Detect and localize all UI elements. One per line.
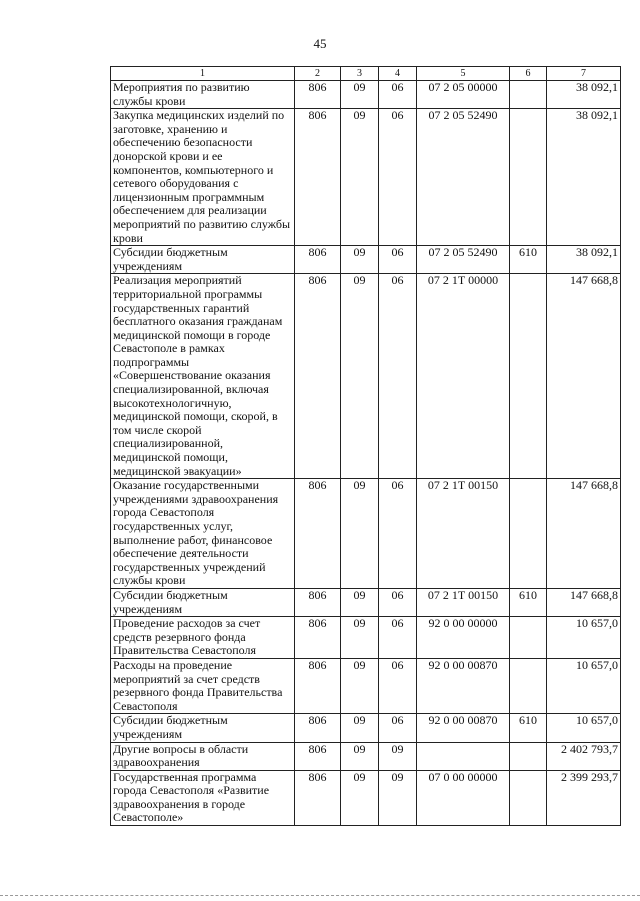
amount-cell: 147 668,8 bbox=[547, 274, 621, 479]
amount-cell: 38 092,1 bbox=[547, 246, 621, 274]
amount-cell: 38 092,1 bbox=[547, 109, 621, 246]
row-name-cell: Оказание государственными учреждениями здравоохранения города Севастополя государственных услуг, выполнение работ, финансовое обеспечение деятельности государственных учреждений службы крови bbox=[111, 479, 295, 589]
section-code-cell: 09 bbox=[341, 770, 379, 825]
table-row bbox=[111, 246, 621, 274]
table-row bbox=[111, 479, 621, 589]
admin-code-cell: 806 bbox=[295, 714, 341, 742]
row-name-cell: Проведение расходов за счет средств резервного фонда Правительства Севастополя bbox=[111, 617, 295, 659]
expense-type-cell: 610 bbox=[510, 588, 547, 616]
table-row bbox=[111, 742, 621, 770]
admin-code-cell: 806 bbox=[295, 109, 341, 246]
table-row bbox=[111, 109, 621, 246]
row-name-cell: Мероприятия по развитию службы крови bbox=[111, 81, 295, 109]
column-header: 4 bbox=[379, 67, 417, 81]
table-row bbox=[111, 770, 621, 825]
subsection-code-cell: 06 bbox=[379, 81, 417, 109]
admin-code-cell: 806 bbox=[295, 617, 341, 659]
subsection-code-cell: 09 bbox=[379, 770, 417, 825]
expense-type-cell bbox=[510, 109, 547, 246]
amount-cell: 2 402 793,7 bbox=[547, 742, 621, 770]
section-code-cell: 09 bbox=[341, 246, 379, 274]
row-name-cell: Субсидии бюджетным учреждениям bbox=[111, 246, 295, 274]
page-number: 45 bbox=[313, 36, 327, 51]
table-row bbox=[111, 617, 621, 659]
row-name-cell: Реализация мероприятий территориальной программы государственных гарантий бесплатного оказания гражданам медицинской помощи в городе Севастополе в рамках подпрограммы «Совершенствование оказания специализированной, включая высокотехнологичную, медицинской помощи, скорой, в том числе скорой специализированной, медицинской помощи, медицинской эвакуации» bbox=[111, 274, 295, 479]
amount-cell: 147 668,8 bbox=[547, 479, 621, 589]
subsection-code-cell: 06 bbox=[379, 617, 417, 659]
section-code-cell: 09 bbox=[341, 617, 379, 659]
admin-code-cell: 806 bbox=[295, 658, 341, 713]
admin-code-cell: 806 bbox=[295, 770, 341, 825]
row-name-cell: Закупка медицинских изделий по заготовке, хранению и обеспечению безопасности донорской крови и ее компонентов, компьютерного и сетевого оборудования с лицензионным программным обеспечением для реализации мероприятий по развитию службы крови bbox=[111, 109, 295, 246]
table-row bbox=[111, 658, 621, 713]
table-row bbox=[111, 588, 621, 616]
target-article-cell: 92 0 00 00870 bbox=[417, 658, 510, 713]
amount-cell: 10 657,0 bbox=[547, 714, 621, 742]
row-name-cell: Расходы на проведение мероприятий за счет средств резервного фонда Правительства Севастополя bbox=[111, 658, 295, 713]
section-code-cell: 09 bbox=[341, 742, 379, 770]
admin-code-cell: 806 bbox=[295, 742, 341, 770]
target-article-cell: 07 2 1Т 00150 bbox=[417, 479, 510, 589]
subsection-code-cell: 06 bbox=[379, 274, 417, 479]
expense-type-cell bbox=[510, 81, 547, 109]
expense-type-cell bbox=[510, 479, 547, 589]
column-header: 5 bbox=[417, 67, 510, 81]
column-header: 1 bbox=[111, 67, 295, 81]
target-article-cell: 07 0 00 00000 bbox=[417, 770, 510, 825]
column-header: 6 bbox=[510, 67, 547, 81]
budget-table bbox=[110, 66, 621, 826]
target-article-cell: 07 2 1Т 00150 bbox=[417, 588, 510, 616]
table-row bbox=[111, 274, 621, 479]
amount-cell: 10 657,0 bbox=[547, 658, 621, 713]
expense-type-cell bbox=[510, 617, 547, 659]
target-article-cell: 92 0 00 00000 bbox=[417, 617, 510, 659]
section-code-cell: 09 bbox=[341, 658, 379, 713]
amount-cell: 2 399 293,7 bbox=[547, 770, 621, 825]
row-name-cell: Другие вопросы в области здравоохранения bbox=[111, 742, 295, 770]
expense-type-cell bbox=[510, 770, 547, 825]
row-name-cell: Субсидии бюджетным учреждениям bbox=[111, 714, 295, 742]
column-header: 7 bbox=[547, 67, 621, 81]
section-code-cell: 09 bbox=[341, 81, 379, 109]
section-code-cell: 09 bbox=[341, 714, 379, 742]
target-article-cell: 07 2 1Т 00000 bbox=[417, 274, 510, 479]
target-article-cell: 07 2 05 00000 bbox=[417, 81, 510, 109]
expense-type-cell bbox=[510, 274, 547, 479]
target-article-cell: 07 2 05 52490 bbox=[417, 109, 510, 246]
section-code-cell: 09 bbox=[341, 588, 379, 616]
row-name-cell: Субсидии бюджетным учреждениям bbox=[111, 588, 295, 616]
subsection-code-cell: 09 bbox=[379, 742, 417, 770]
expense-type-cell: 610 bbox=[510, 714, 547, 742]
amount-cell: 147 668,8 bbox=[547, 588, 621, 616]
subsection-code-cell: 06 bbox=[379, 479, 417, 589]
column-header: 3 bbox=[341, 67, 379, 81]
table-row bbox=[111, 81, 621, 109]
admin-code-cell: 806 bbox=[295, 81, 341, 109]
subsection-code-cell: 06 bbox=[379, 714, 417, 742]
column-header: 2 bbox=[295, 67, 341, 81]
table-row bbox=[111, 714, 621, 742]
amount-cell: 38 092,1 bbox=[547, 81, 621, 109]
admin-code-cell: 806 bbox=[295, 479, 341, 589]
target-article-cell: 92 0 00 00870 bbox=[417, 714, 510, 742]
page-edge-line bbox=[0, 895, 640, 896]
target-article-cell bbox=[417, 742, 510, 770]
expense-type-cell: 610 bbox=[510, 246, 547, 274]
target-article-cell: 07 2 05 52490 bbox=[417, 246, 510, 274]
row-name-cell: Государственная программа города Севастополя «Развитие здравоохранения в городе Севастополе» bbox=[111, 770, 295, 825]
expense-type-cell bbox=[510, 742, 547, 770]
header-row bbox=[111, 67, 621, 81]
section-code-cell: 09 bbox=[341, 479, 379, 589]
admin-code-cell: 806 bbox=[295, 246, 341, 274]
subsection-code-cell: 06 bbox=[379, 658, 417, 713]
subsection-code-cell: 06 bbox=[379, 588, 417, 616]
admin-code-cell: 806 bbox=[295, 588, 341, 616]
subsection-code-cell: 06 bbox=[379, 109, 417, 246]
section-code-cell: 09 bbox=[341, 109, 379, 246]
admin-code-cell: 806 bbox=[295, 274, 341, 479]
section-code-cell: 09 bbox=[341, 274, 379, 479]
expense-type-cell bbox=[510, 658, 547, 713]
subsection-code-cell: 06 bbox=[379, 246, 417, 274]
amount-cell: 10 657,0 bbox=[547, 617, 621, 659]
